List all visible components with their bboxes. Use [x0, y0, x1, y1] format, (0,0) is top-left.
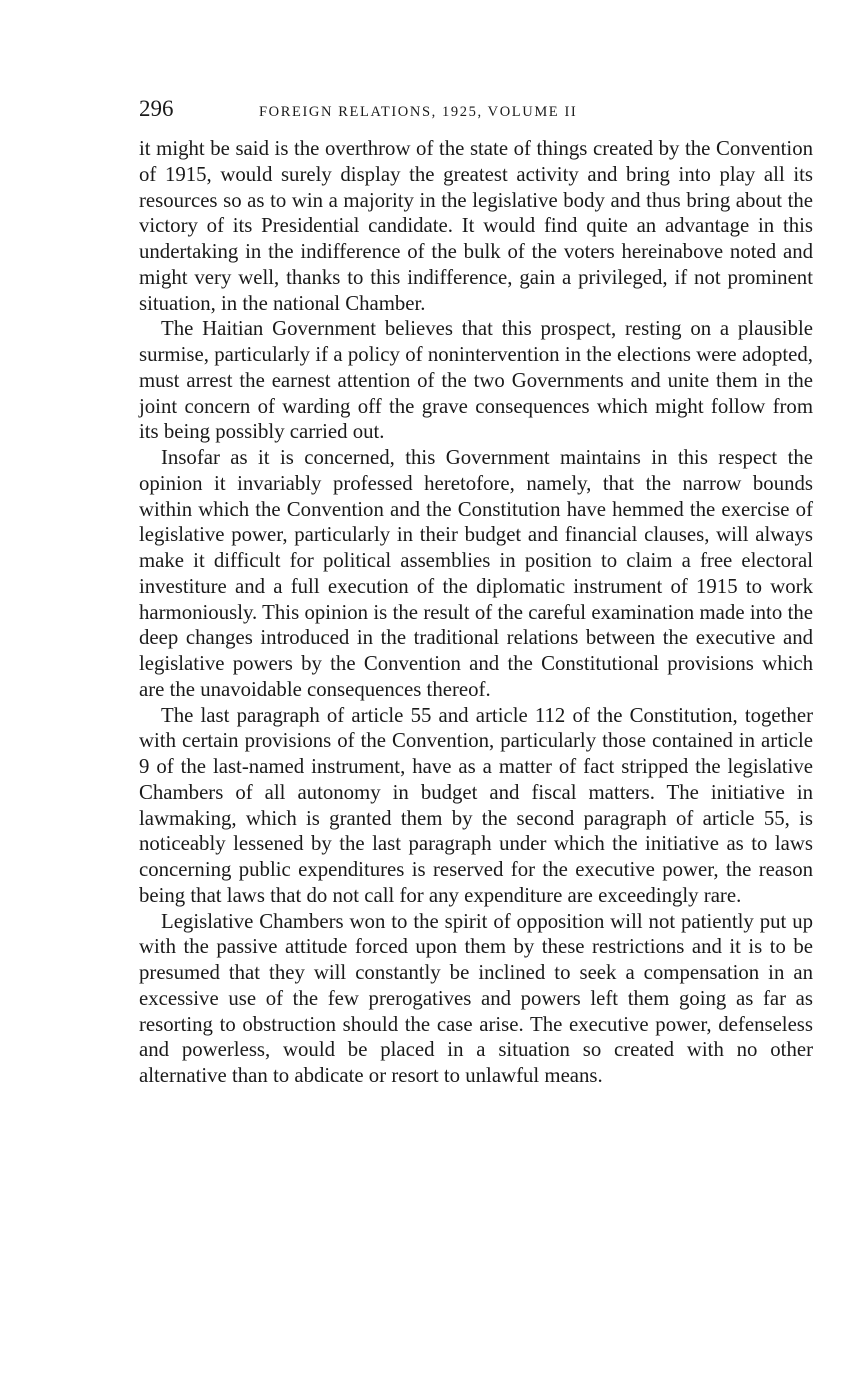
paragraph-haitian-government: The Haitian Government believes that this prospect, resting on a plausible surmise, particularly if a policy of nonintervention in the elections were adopted, must arrest the earnest attention of the two Governments and unite them in the joint concern of warding off the grave consequences which might follow from its being possibly carried out. — [139, 317, 813, 444]
page-number: 296 — [139, 96, 174, 121]
paragraph-insofar: Insofar as it is concerned, this Government maintains in this respect the opinion it invariably professed heretofore, namely, that the narrow bounds within which the Convention and the Constitution have hemmed the exercise of legislative power, particularly in their budget and financial clauses, will always make it difficult for political assemblies in position to claim a free electoral investiture and a full execution of the diplomatic instrument of 1915 to work harmoniously. This opinion is the result of the careful examination made into the deep changes introduced in the traditional relations between the executive and legislative powers by the Convention and the Constitutional provisions which are the unavoidable consequences thereof. — [139, 446, 813, 701]
body-text — [139, 136, 813, 1089]
paragraph-legislative-chambers: Legislative Chambers won to the spirit of opposition will not patiently put up with the passive attitude forced upon them by these restrictions and it is to be presumed that they will constantly be inclined to seek a compensation in an excessive use of the few prerogatives and powers left them going as far as resorting to obstruction should the case arise. The executive power, defenseless and powerless, would be placed in a situation so created with no other alternative than to abdicate or resort to unlawful means. — [139, 909, 813, 1087]
document-page — [139, 96, 813, 1089]
running-title: FOREIGN RELATIONS, 1925, VOLUME II — [259, 104, 578, 120]
running-header — [139, 96, 813, 130]
paragraph-article-55: The last paragraph of article 55 and article 112 of the Constitution, together with certain provisions of the Convention, particularly those contained in article 9 of the last-named instrument, have as a matter of fact stripped the legislative Chambers of all autonomy in budget and fiscal matters. The initiative in lawmaking, which is granted them by the second paragraph of article 55, is noticeably lessened by the last paragraph under which the initiative as to laws concerning public expenditures is reserved for the executive power, the reason being that laws that do not call for any expenditure are exceedingly rare. — [139, 703, 813, 907]
paragraph-continued: it might be said is the overthrow of the state of things created by the Convention of 1915, would surely display the greatest activity and bring into play all its resources so as to win a majority in the legislative body and thus bring about the victory of its Presidential candidate. It would find quite an advantage in this undertaking in the indifference of the bulk of the voters hereinabove noted and might very well, thanks to this indifference, gain a privileged, if not prominent situation, in the national Chamber. — [139, 137, 813, 315]
